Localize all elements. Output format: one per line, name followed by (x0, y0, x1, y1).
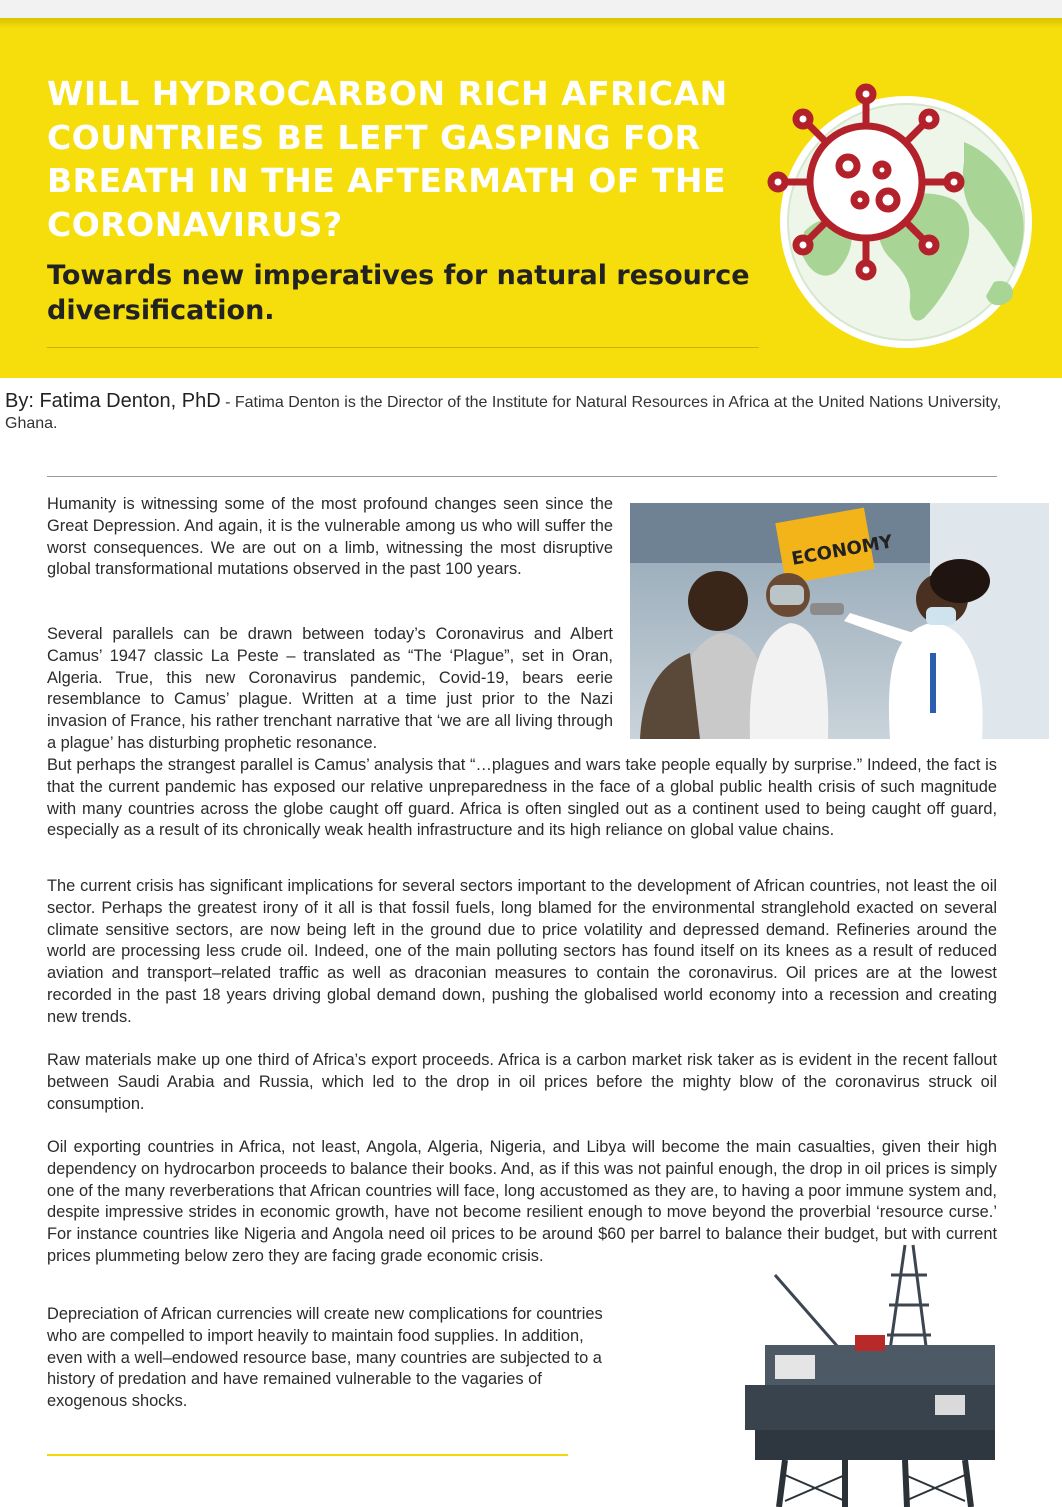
banner-divider (47, 347, 759, 348)
paragraph-2: Several parallels can be drawn between today’s Coronavirus and Albert Camus’ 1947 classic La Peste – translated as “The ‘Plague”, set in Oran, Algeria. True, this new Coronavirus pandemic, Covid-19, bears eerie resemblance to Camus’ plague. Written at a time just prior to the Nazi invasion of France, his rather trenchant narrative that ‘we are all living through a plague’ has disturbing prophetic resonance. (47, 625, 613, 752)
paragraph-6: Oil exporting countries in Africa, not least, Angola, Algeria, Nigeria, and Libya will become the main casualties, given their high dependency on hydrocarbon proceeds to balance their books. And, as if this was not painful enough, the drop in oil prices is simply one of the many reverberations that African countries will face, long accustomed as they are, to having a poor immune system and, despite impressive strides in economic growth, have not become resilient enough to move beyond the proverbial ‘resource curse.’ For instance countries like Nigeria and Angola need oil prices to be around $60 per barrel to balance their budget, but with current prices plummeting below zero they are facing grade economic crisis. (47, 1138, 997, 1265)
paragraph-7: Depreciation of African currencies will create new complications for countries who are compelled to import heavily to maintain food supplies. In addition, even with a well–endowed resource base, many countries are subjected to a history of predation and have remained vulnerable to the vagaries of exogenous shocks. (47, 1305, 603, 1411)
paragraph-5: Raw materials make up one third of Africa’s export proceeds. Africa is a carbon market risk taker as is evident in the recent fallout between Saudi Arabia and Russia, which led to the drop in oil prices before the mighty blow of the coronavirus struck oil consumption. (47, 1051, 997, 1113)
byline-separator: - (220, 394, 235, 411)
paragraph-3: But perhaps the strangest parallel is Camus’ analysis that “…plagues and wars take people equally by surprise.” Indeed, the fact is that the current pandemic has exposed our relative unpreparedness in the face of a global public health crisis of such magnitude with many countries across the globe caught off guard. Africa is often singled out as a continent used to being caught off guard, especially as a result of its chronically weak health infrastructure and its high reliance on global value chains. (47, 756, 997, 840)
bottom-divider (47, 1454, 568, 1456)
author-name: By: Fatima Denton, PhD (5, 390, 221, 412)
paragraph-4: The current crisis has significant implications for several sectors important to the development of African countries, not least the oil sector. Perhaps the greatest irony of it all is that fossil fuels, long blamed for the environmental stranglehold exacted on several climate sensitive sectors, are now being left in the ground due to price volatility and depressed demand. Refineries around the world are processing less crude oil. Indeed, one of the main polluting sectors has found itself on its knees as a result of reduced aviation and transport–related traffic as well as draconian measures to contain the coronavirus. Oil prices are at the lowest recorded in the past 18 years driving global demand down, pushing the globalised world economy into a recession and creating new trends. (47, 877, 997, 1026)
oil-rig-photo (735, 1235, 1010, 1507)
banner-shade (0, 18, 1062, 28)
byline (5, 391, 1050, 434)
paragraph-1: Humanity is witnessing some of the most profound changes seen since the Great Depression. And again, it is the vulnerable among us who will suffer the worst consequences. We are out on a limb, witnessing the most disruptive global transformational mutations observed in the past 100 years. (47, 495, 613, 579)
economy-sign-text: ECONOMY (790, 531, 895, 570)
byline-divider (47, 476, 997, 477)
top-strip (0, 0, 1062, 18)
author-bio: Fatima Denton is the Director of the Institute for Natural Resources in Africa at the United Nations University, Ghana. (5, 394, 1002, 432)
globe-virus-icon (764, 82, 1039, 357)
article-subtitle: Towards new imperatives for natural resource diversification. (47, 260, 750, 326)
article-title: WILL HYDROCARBON RICH AFRICAN COUNTRIES BE LEFT GASPING FOR BREATH IN THE AFTERMATH OF THE CORONAVIRUS? (47, 74, 728, 244)
temperature-check-photo (630, 503, 1049, 739)
